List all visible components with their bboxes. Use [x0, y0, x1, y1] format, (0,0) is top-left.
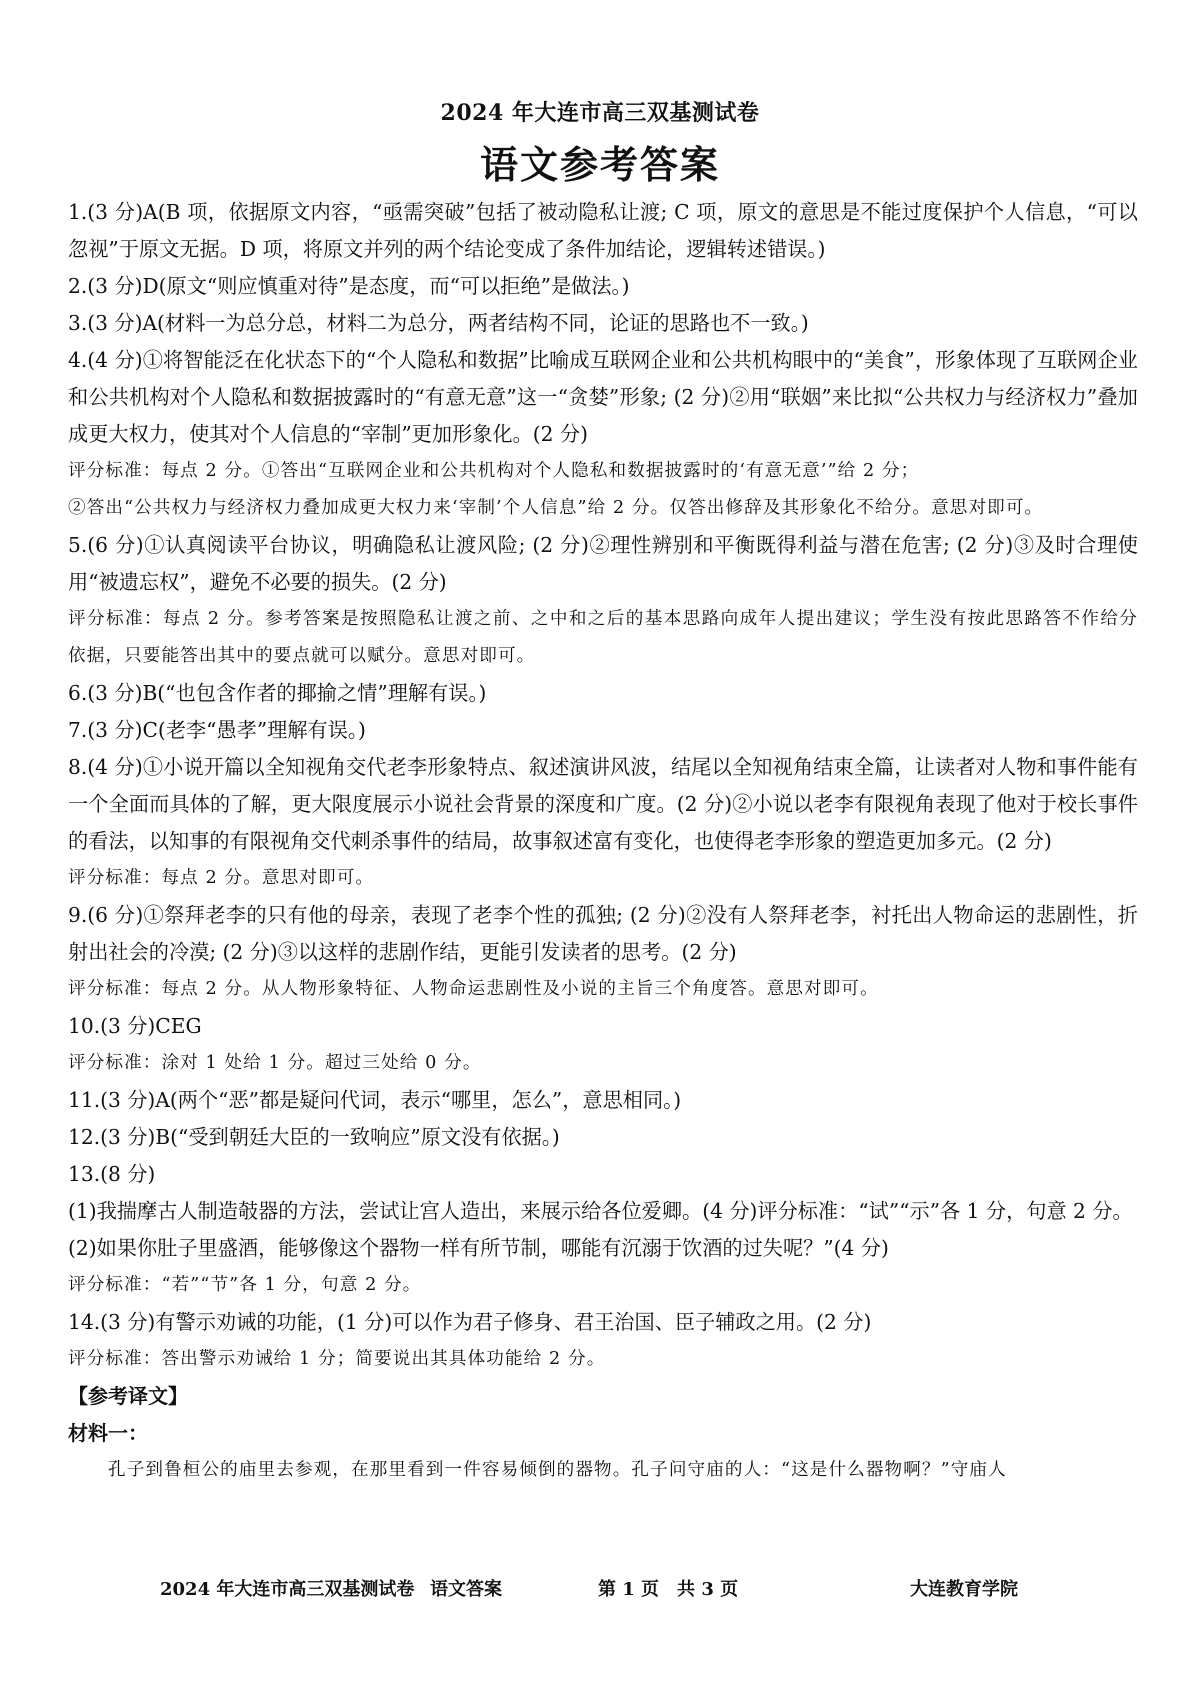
answer-body	[68, 194, 1138, 1489]
answer-paragraph: 10.(3 分)CEG	[68, 1014, 202, 1038]
footer-subject: 语文答案	[430, 1579, 502, 1600]
scoring-criteria: 评分标准：每点 2 分。①答出“互联网企业和公共机构对个人隐私和数据披露时的‘有意无意’”给 2 分；	[68, 461, 920, 481]
answer-paragraph: 11.(3 分)A(两个“恶”都是疑问代词，表示“哪里，怎么”，意思相同。)	[68, 1088, 682, 1112]
answer-paragraph: 13.(8 分)	[68, 1162, 156, 1186]
section-heading: 【参考译文】	[68, 1384, 188, 1408]
answer-paragraph: 6.(3 分)B(“也包含作者的揶揄之情”理解有误。)	[68, 681, 487, 705]
page-footer	[0, 1575, 1200, 1605]
scoring-criteria: 评分标准：“若”“节”各 1 分，句意 2 分。	[68, 1275, 422, 1295]
answer-paragraph: (2)如果你肚子里盛酒，能够像这个器物一样有所节制，哪能有沉溺于饮酒的过失呢？”(4 分)	[68, 1236, 889, 1260]
answer-paragraph: 9.(6 分)①祭拜老李的只有他的母亲，表现了老李个性的孤独; (2 分)②没有人祭拜老李，衬托出人物命运的悲剧性，折射出社会的冷漠; (2 分)③以这样的悲剧作结，更能引发读者的思考。(2 分)	[68, 903, 1138, 964]
scoring-criteria: 评分标准：涂对 1 处给 1 分。超过三处给 0 分。	[68, 1053, 482, 1073]
answer-paragraph: 3.(3 分)A(材料一为总分总，材料二为总分，两者结构不同，论证的思路也不一致。)	[68, 311, 809, 335]
footer-page-number: 第 1 页 共 3 页	[598, 1579, 739, 1600]
answer-paragraph: 7.(3 分)C(老李“愚孝”理解有误。)	[68, 718, 366, 742]
scoring-criteria: 评分标准：每点 2 分。参考答案是按照隐私让渡之前、之中和之后的基本思路向成年人提出建议；学生没有按此思路答不作给分依据，只要能答出其中的要点就可以赋分。意思对即可。	[68, 609, 1138, 666]
answer-paragraph: 4.(4 分)①将智能泛在化状态下的“个人隐私和数据”比喻成互联网企业和公共机构眼中的“美食”，形象体现了互联网企业和公共机构对个人隐私和数据披露时的“有意无意”这一“贪婪”形象; (2 分)②用“联姻”来比拟“公共权力与经济权力”叠加成更大权力，使其对个人信息的“宰制”更加形象化。(2 分)	[68, 348, 1138, 446]
answer-paragraph: 8.(4 分)①小说开篇以全知视角交代老李形象特点、叙述演讲风波，结尾以全知视角结束全篇，让读者对人物和事件能有一个全面而具体的了解，更大限度展示小说社会背景的深度和广度。(2 分)②小说以老李有限视角表现了他对于校长事件的看法，以知事的有限视角交代刺杀事件的结局，故事叙述富有变化，也使得老李形象的塑造更加多元。(2 分)	[68, 755, 1138, 853]
section-heading: 材料一：	[68, 1421, 148, 1445]
translation-paragraph: 孔子到鲁桓公的庙里去参观，在那里看到一件容易倾倒的器物。孔子问守庙的人：“这是什么器物啊？”守庙人	[108, 1460, 1007, 1480]
answer-paragraph: 12.(3 分)B(“受到朝廷大臣的一致响应”原文没有依据。)	[68, 1125, 560, 1149]
answer-paragraph: 1.(3 分)A(B 项，依据原文内容，“亟需突破”包括了被动隐私让渡; C 项，原文的意思是不能过度保护个人信息，“可以忽视”于原文无据。D 项，将原文并列的两个结论变成了条件加结论，逻辑转述错误。)	[68, 200, 1138, 261]
scoring-criteria: 评分标准：每点 2 分。意思对即可。	[68, 868, 375, 888]
footer-exam-name: 2024 年大连市高三双基测试卷	[160, 1579, 415, 1600]
document-title: 语文参考答案	[479, 142, 720, 187]
scoring-criteria: 评分标准：答出警示劝诫给 1 分；简要说出其具体功能给 2 分。	[68, 1349, 606, 1369]
scoring-criteria: ②答出“公共权力与经济权力叠加成更大权力来‘宰制’个人信息”给 2 分。仅答出修辞及其形象化不给分。意思对即可。	[68, 498, 1044, 518]
scoring-criteria: 评分标准：每点 2 分。从人物形象特征、人物命运悲剧性及小说的主旨三个角度答。意思对即可。	[68, 979, 879, 999]
footer-publisher: 大连教育学院	[910, 1579, 1018, 1600]
answer-paragraph: 14.(3 分)有警示劝诫的功能，(1 分)可以作为君子修身、君王治国、臣子辅政之用。(2 分)	[68, 1310, 872, 1334]
answer-paragraph: 5.(6 分)①认真阅读平台协议，明确隐私让渡风险; (2 分)②理性辨别和平衡既得利益与潜在危害; (2 分)③及时合理使用“被遗忘权”，避免不必要的损失。(2 分)	[68, 533, 1138, 594]
answer-paragraph: (1)我揣摩古人制造攲器的方法，尝试让宫人造出，来展示给各位爱卿。(4 分)评分标准：“试”“示”各 1 分，句意 2 分。	[68, 1199, 1133, 1223]
exam-title: 2024 年大连市高三双基测试卷	[440, 100, 760, 126]
answer-paragraph: 2.(3 分)D(原文“则应慎重对待”是态度，而“可以拒绝”是做法。)	[68, 274, 630, 298]
